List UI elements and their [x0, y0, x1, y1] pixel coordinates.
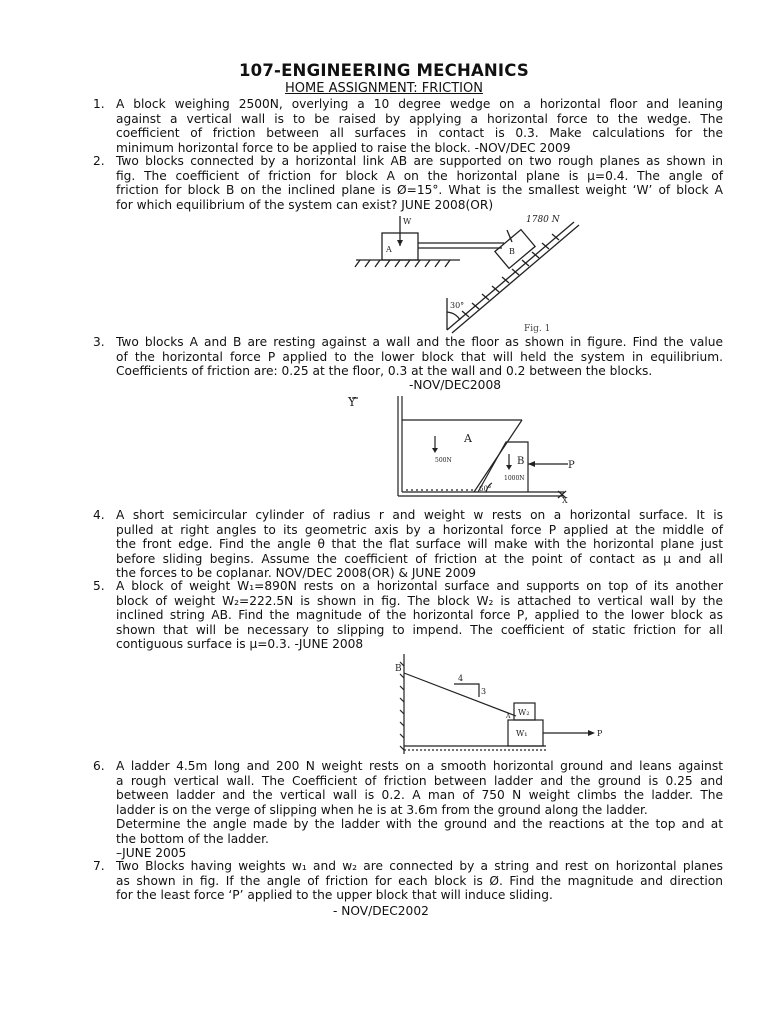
figure-label: 60°: [479, 485, 492, 493]
question-number: 5.: [93, 579, 105, 593]
question-3: [93, 335, 723, 379]
figure-label: P: [568, 460, 575, 471]
question-text-line: friction for block B on the inclined plane is Ø=15°. What is the smallest weight ‘W’ of block A: [116, 183, 723, 198]
question-text-line: ladder is on the verge of slipping when he is at 3.6m from the ground along the ladder.: [116, 802, 648, 817]
figure-label: 1000N: [504, 475, 525, 482]
arrow-icon: [588, 730, 595, 736]
figure-blocks-wall-floor: [346, 392, 586, 504]
question-number: 2.: [93, 154, 105, 168]
question-6: [93, 759, 723, 847]
figure-label: W: [403, 217, 412, 226]
question-text-line: coefficient of friction between all surfaces in contact is 0.3. Make calculations for the: [116, 126, 723, 141]
question-5: [93, 579, 723, 652]
question-4: [93, 508, 723, 581]
question-text-line: against a vertical wall is to be raised by applying a horizontal force to the wedge. The: [116, 111, 723, 126]
question-text-line: Two blocks connected by a horizontal link AB are supported on two rough planes as shown in: [116, 154, 723, 168]
question-number: 3.: [93, 335, 105, 349]
exam-date: -NOV/DEC2008: [409, 378, 501, 392]
question-text-line: minimum horizontal force to be applied to raise the block. -NOV/DEC 2009: [116, 140, 571, 155]
figure-label: A: [386, 245, 392, 254]
question-text-line: A short semicircular cylinder of radius r and weight w rests on a horizontal surface. It is: [116, 508, 723, 522]
question-text-line: as shown in fig. If the angle of friction for each block is Ø. Find the magnitude and direction: [116, 873, 723, 888]
question-1: [93, 97, 723, 155]
question-text-line: shown that will be necessary to slipping to impend. The coefficient of static friction for all: [116, 622, 723, 637]
question-7: [93, 859, 723, 903]
question-number: 7.: [93, 859, 105, 873]
figure-label: 30°: [450, 301, 465, 310]
figure-label: B: [509, 247, 515, 256]
question-text-line: a rough vertical wall. The Coefficient of friction between ladder and the ground is 0.25 and: [116, 773, 723, 788]
document-subtitle: HOME ASSIGNMENT: FRICTION: [285, 81, 483, 96]
figure-label: B: [517, 456, 525, 467]
figure-two-blocks-incline-drawing: [352, 212, 592, 336]
question-text-line: for the least force ‘P’ applied to the upper block that will induce sliding.: [116, 888, 553, 903]
question-2: [93, 154, 723, 212]
document-title: 107-ENGINEERING MECHANICS: [239, 61, 529, 80]
question-number: 1.: [93, 97, 105, 111]
question-text-line: for which equilibrium of the system can exist? JUNE 2008(OR): [116, 197, 494, 212]
question-text-line: the forces to be coplanar. NOV/DEC 2008(OR) & JUNE 2009: [116, 566, 477, 581]
question-text-line: between ladder and the vertical wall is 0.2. A man of 750 N weight climbs the ladder. The: [116, 788, 723, 803]
arrow-icon: [432, 448, 438, 453]
figure-string-blocks: [392, 652, 612, 758]
figure-label: Y: [348, 395, 356, 409]
figure-label: 1780 N: [526, 215, 560, 225]
figure-two-blocks-incline: [352, 212, 592, 336]
question-text-line: the bottom of the ladder.: [116, 831, 269, 846]
arrow-icon: [506, 465, 512, 470]
figure-label: X: [562, 496, 568, 504]
figure-label: W₁: [516, 729, 528, 738]
question-text-line: A block of weight W₁=890N rests on a horizontal surface and supports on top of its another: [116, 579, 723, 593]
figure-string-blocks-drawing: [392, 652, 612, 758]
question-text-line: A ladder 4.5m long and 200 N weight rests on a smooth horizontal ground and leans against: [116, 759, 723, 773]
arrow-icon: [528, 461, 535, 467]
figure-label: A: [506, 713, 511, 720]
question-text-line: the front edge. Find the angle θ that the flat surface will make with the horizontal plane just: [116, 537, 723, 552]
question-text-line: of the horizontal force P applied to the lower block that will held the system in equilibrium.: [116, 349, 723, 364]
question-text-line: inclined string AB. Find the magnitude of the horizontal force P, applied to the lower block as: [116, 608, 723, 623]
exam-date: - NOV/DEC2002: [333, 904, 429, 918]
figure-label: 500N: [435, 457, 452, 464]
question-text-line: Determine the angle made by the ladder with the ground and the reactions at the top and at: [116, 817, 723, 832]
figure-label: W₂: [518, 708, 530, 717]
question-text-line: Coefficients of friction are: 0.25 at the floor, 0.3 at the wall and 0.2 between the blocks.: [116, 364, 653, 379]
question-text-line: A block weighing 2500N, overlying a 10 degree wedge on a horizontal floor and leaning: [116, 97, 723, 111]
question-text-line: fig. The coefficient of friction for block A on the horizontal plane is μ=0.4. The angle of: [116, 168, 723, 183]
figure-label: P: [597, 729, 603, 738]
question-text-line: Two blocks A and B are resting against a wall and the floor as shown in figure. Find the value: [116, 335, 723, 349]
figure-label: 4: [458, 674, 464, 683]
question-text-line: contiguous surface is μ=0.3. -JUNE 2008: [116, 637, 364, 652]
figure-caption: Fig. 1: [524, 324, 551, 334]
question-text-line: before sliding begins. Assume the coefficient of friction at the point of contact as μ and all: [116, 551, 723, 566]
exam-date: –JUNE 2005: [116, 846, 187, 860]
figure-label: B: [395, 664, 402, 674]
question-text-line: pulled at right angles to its geometric axis by a horizontal force P applied at the middle of: [116, 522, 723, 537]
figure-label: 3: [481, 687, 487, 696]
arrow-icon: [397, 240, 403, 246]
question-text-line: Two Blocks having weights w₁ and w₂ are connected by a string and rest on horizontal planes: [116, 859, 723, 873]
question-number: 4.: [93, 508, 105, 522]
question-text-line: block of weight W₂=222.5N is shown in fig. The block W₂ is attached to vertical wall by the: [116, 593, 723, 608]
figure-label: A: [464, 432, 472, 445]
question-number: 6.: [93, 759, 105, 773]
figure-blocks-wall-floor-drawing: [346, 392, 586, 504]
